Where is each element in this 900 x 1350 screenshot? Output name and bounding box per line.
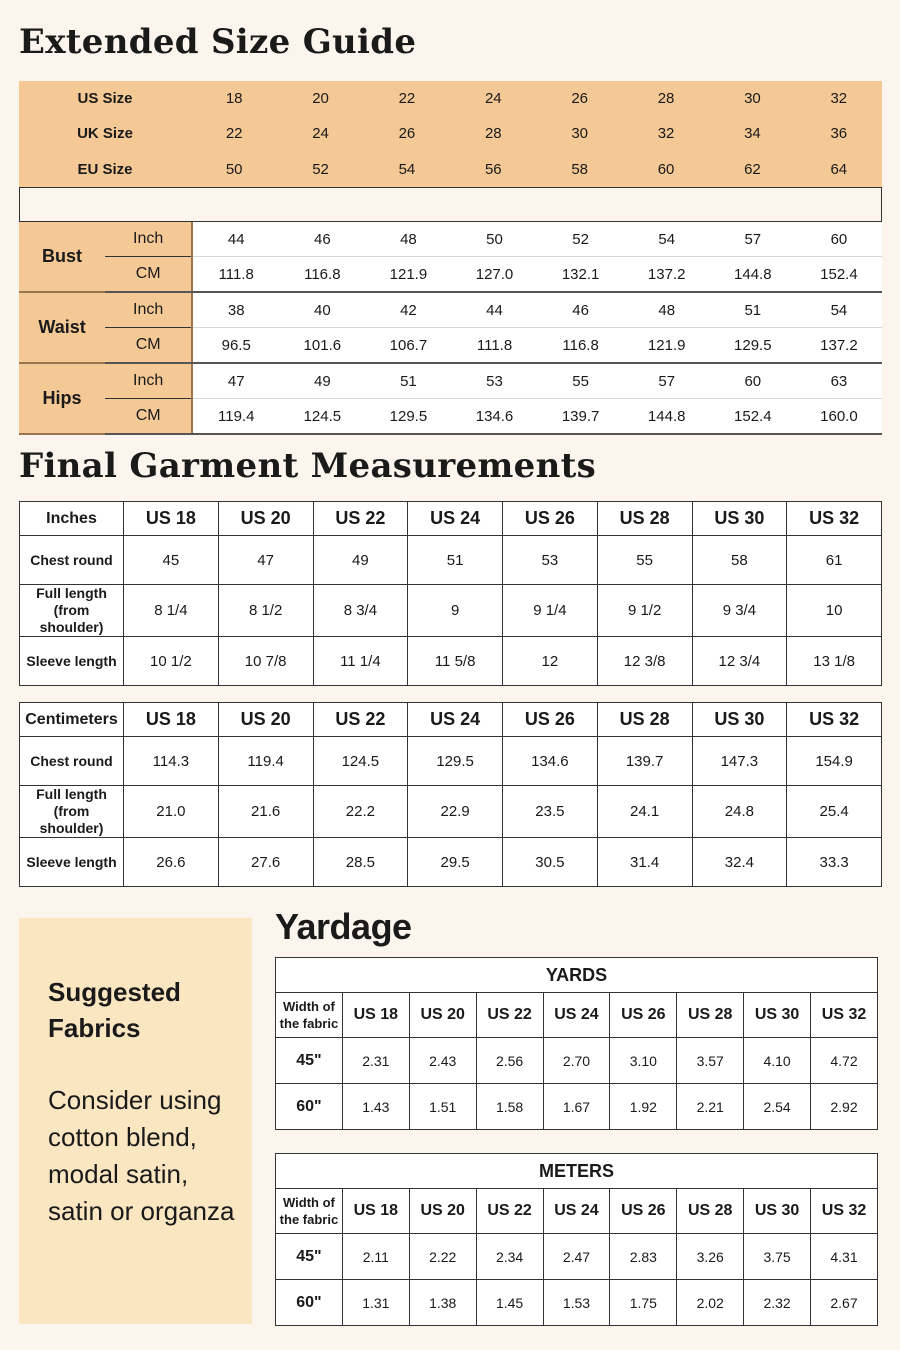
unit-label: Inch [105,292,192,328]
size-header: US 20 [409,993,476,1038]
yardage-value: 2.11 [342,1234,409,1280]
yardage-caption-row [276,1154,878,1189]
size-header: US 30 [744,1189,811,1234]
size-header: US 30 [744,993,811,1038]
size-header: US 28 [597,502,692,536]
size-header: US 26 [610,993,677,1038]
measurement-value: 47 [192,363,279,399]
size-header: US 32 [811,1189,878,1234]
size-value: 26 [571,90,589,108]
size-guide-title: Extended Size Guide [19,22,417,62]
measurement-value: 53 [451,363,537,399]
measurement-value: 49 [279,363,365,399]
measurement-value: 152.4 [796,257,882,293]
size-value: 28 [484,125,502,143]
garment-row [20,637,882,686]
measurement-value: 48 [365,222,451,257]
yardage-value: 2.56 [476,1038,543,1084]
measurement-value: 52 [538,222,624,257]
body-measurements-table [19,222,882,435]
size-row-label: US Size [77,90,133,108]
measurement-value: 119.4 [192,399,279,435]
garment-value: 31.4 [597,838,692,887]
measurement-value: 144.8 [624,399,710,435]
garment-value: 9 [408,585,503,637]
yardage-meters-table [275,1153,878,1326]
yardage-value: 2.54 [744,1084,811,1130]
size-row [19,116,882,151]
yardage-value: 3.26 [677,1234,744,1280]
yardage-header-row [276,993,878,1038]
garment-value: 49 [313,536,408,585]
measurement-value: 46 [279,222,365,257]
size-header: US 28 [677,993,744,1038]
measurement-value: 137.2 [796,328,882,364]
size-value: 34 [744,125,761,143]
yardage-caption: METERS [276,1154,878,1189]
size-header: US 32 [787,703,882,737]
garment-value: 13 1/8 [787,637,882,686]
measurement-value: 121.9 [624,328,710,364]
width-label: Width of the fabric [276,993,343,1038]
size-header: US 24 [408,502,503,536]
measurement-value: 54 [796,292,882,328]
measurement-value: 51 [365,363,451,399]
yardage-value: 1.45 [476,1280,543,1326]
garment-row-label: Chest round [20,536,124,585]
size-guide-spacer [19,187,882,222]
garment-value: 114.3 [124,737,219,786]
measurement-value: 132.1 [538,257,624,293]
measurement-value: 46 [538,292,624,328]
yardage-value: 2.34 [476,1234,543,1280]
size-header: US 30 [692,502,787,536]
unit-label: CM [105,328,192,364]
yardage-row [276,1084,878,1130]
size-header: US 26 [503,703,598,737]
unit-label: CM [105,399,192,435]
size-header: US 22 [476,1189,543,1234]
garment-row-label: Sleeve length [20,838,124,887]
size-value: 24 [312,125,329,143]
measurement-value: 111.8 [192,257,279,293]
garment-header-row [20,703,882,737]
size-header: US 20 [409,1189,476,1234]
yardage-value: 2.70 [543,1038,610,1084]
size-header: US 18 [342,993,409,1038]
size-value: 32 [657,125,675,143]
measurement-row-cm [19,399,882,435]
yardage-value: 1.31 [342,1280,409,1326]
garment-value: 8 1/4 [124,585,219,637]
garment-row-label: Chest round [20,737,124,786]
size-value: 32 [830,90,848,108]
yardage-value: 2.31 [342,1038,409,1084]
yardage-title: Yardage [275,906,412,947]
yardage-value: 2.47 [543,1234,610,1280]
garment-value: 24.8 [692,786,787,838]
measurement-value: 124.5 [279,399,365,435]
garment-row-label: Full length (from shoulder) [20,786,124,838]
size-header: US 22 [313,502,408,536]
size-value: 30 [744,90,761,108]
yardage-value: 4.72 [811,1038,878,1084]
measurement-value: 111.8 [451,328,537,364]
unit-label: Inch [105,363,192,399]
measurement-value: 57 [624,363,710,399]
width-label: Width of the fabric [276,1189,343,1234]
measurement-value: 127.0 [451,257,537,293]
garment-value: 12 3/8 [597,637,692,686]
garment-value: 28.5 [313,838,408,887]
size-header: US 20 [218,703,313,737]
garment-value: 45 [124,536,219,585]
garment-row-label: Sleeve length [20,637,124,686]
yardage-value: 1.67 [543,1084,610,1130]
size-header: US 22 [476,993,543,1038]
yardage-value: 4.10 [744,1038,811,1084]
fabric-width: 45" [276,1234,343,1280]
size-value: 18 [225,90,243,108]
measurement-value: 129.5 [710,328,796,364]
size-header: US 22 [313,703,408,737]
size-value: 30 [571,125,589,143]
size-header: US 18 [124,502,219,536]
size-header: US 20 [218,502,313,536]
measurement-value: 137.2 [624,257,710,293]
size-value: 52 [312,160,329,178]
measurement-value: 63 [796,363,882,399]
measurement-value: 116.8 [538,328,624,364]
measurement-value: 51 [710,292,796,328]
garment-value: 10 [787,585,882,637]
body-part-label: Hips [19,363,105,434]
garment-value: 10 1/2 [124,637,219,686]
garment-value: 12 [503,637,598,686]
measurement-row-inch [19,292,882,328]
yardage-value: 3.75 [744,1234,811,1280]
garment-value: 33.3 [787,838,882,887]
measurement-value: 60 [796,222,882,257]
size-value: 24 [484,90,502,108]
garment-row [20,786,882,838]
yardage-value: 1.75 [610,1280,677,1326]
yardage-value: 1.38 [409,1280,476,1326]
measurement-value: 48 [624,292,710,328]
measurement-value: 55 [538,363,624,399]
yardage-value: 1.51 [409,1084,476,1130]
size-value: 26 [398,125,416,143]
size-value: 58 [571,160,589,178]
size-value: 22 [398,90,416,108]
garment-value: 32.4 [692,838,787,887]
garment-value: 11 1/4 [313,637,408,686]
yardage-caption-row [276,958,878,993]
size-header: US 28 [597,703,692,737]
fabrics-title: Suggested Fabrics [48,977,181,1043]
garment-value: 29.5 [408,838,503,887]
yardage-value: 2.83 [610,1234,677,1280]
garment-value: 119.4 [218,737,313,786]
yardage-yards-table [275,957,878,1130]
size-value: 60 [657,160,675,178]
garment-value: 154.9 [787,737,882,786]
size-conversion-table [19,81,882,187]
garment-value: 30.5 [503,838,598,887]
fabric-width: 60" [276,1084,343,1130]
size-value: 56 [484,160,502,178]
measurement-value: 144.8 [710,257,796,293]
size-header: US 24 [543,993,610,1038]
size-header: US 32 [811,993,878,1038]
yardage-value: 4.31 [811,1234,878,1280]
measurement-value: 42 [365,292,451,328]
garment-value: 25.4 [787,786,882,838]
fabrics-body: Consider using cotton blend, modal satin, satin or organza [48,1085,235,1226]
garment-value: 139.7 [597,737,692,786]
size-value: 20 [312,90,329,108]
measurement-value: 50 [451,222,537,257]
yardage-row [276,1038,878,1084]
garment-value: 124.5 [313,737,408,786]
measurement-value: 54 [624,222,710,257]
measurement-row-cm [19,257,882,293]
size-header: US 24 [543,1189,610,1234]
garment-value: 129.5 [408,737,503,786]
measurement-value: 57 [710,222,796,257]
unit-corner-label: Inches [20,502,124,536]
garment-value: 61 [787,536,882,585]
yardage-value: 2.43 [409,1038,476,1084]
size-value: 28 [657,90,675,108]
yardage-value: 2.21 [677,1084,744,1130]
unit-label: Inch [105,222,192,257]
yardage-value: 2.22 [409,1234,476,1280]
garment-value: 22.2 [313,786,408,838]
yardage-value: 2.32 [744,1280,811,1326]
size-value: 22 [225,125,243,143]
measurement-value: 160.0 [796,399,882,435]
measurement-value: 44 [451,292,537,328]
garment-value: 27.6 [218,838,313,887]
measurement-value: 116.8 [279,257,365,293]
garment-value: 26.6 [124,838,219,887]
measurement-value: 121.9 [365,257,451,293]
measurement-value: 44 [192,222,279,257]
garment-value: 21.6 [218,786,313,838]
size-header: US 18 [124,703,219,737]
yardage-header-row [276,1189,878,1234]
garment-inches-table [19,501,882,686]
yardage-value: 2.67 [811,1280,878,1326]
garment-row [20,536,882,585]
size-header: US 26 [503,502,598,536]
garment-value: 9 3/4 [692,585,787,637]
garment-value: 55 [597,536,692,585]
yardage-caption: YARDS [276,958,878,993]
measurement-row-inch [19,222,882,257]
garment-value: 51 [408,536,503,585]
garment-value: 134.6 [503,737,598,786]
measurement-value: 38 [192,292,279,328]
yardage-value: 3.57 [677,1038,744,1084]
body-part-label: Waist [19,292,105,363]
garment-value: 12 3/4 [692,637,787,686]
garment-value: 147.3 [692,737,787,786]
size-header: US 24 [408,703,503,737]
yardage-value: 1.92 [610,1084,677,1130]
garment-header-row [20,502,882,536]
unit-label: CM [105,257,192,293]
size-value: 54 [398,160,416,178]
measurement-value: 40 [279,292,365,328]
garment-value: 24.1 [597,786,692,838]
yardage-value: 2.02 [677,1280,744,1326]
garment-value: 8 3/4 [313,585,408,637]
size-header: US 32 [787,502,882,536]
garment-value: 11 5/8 [408,637,503,686]
garment-value: 58 [692,536,787,585]
unit-corner-label: Centimeters [20,703,124,737]
size-row-label: EU Size [77,160,133,178]
fabric-width: 45" [276,1038,343,1084]
size-header: US 18 [342,1189,409,1234]
garment-row [20,737,882,786]
measurement-value: 134.6 [451,399,537,435]
size-row [19,152,882,187]
measurement-value: 101.6 [279,328,365,364]
yardage-value: 1.58 [476,1084,543,1130]
measurement-value: 152.4 [710,399,796,435]
measurement-row-inch [19,363,882,399]
yardage-row [276,1280,878,1326]
garment-value: 9 1/2 [597,585,692,637]
size-header: US 26 [610,1189,677,1234]
garment-value: 47 [218,536,313,585]
garment-value: 8 1/2 [218,585,313,637]
garment-row [20,585,882,637]
garment-value: 9 1/4 [503,585,598,637]
garment-value: 22.9 [408,786,503,838]
garment-title: Final Garment Measurements [19,446,597,486]
yardage-value: 3.10 [610,1038,677,1084]
size-header: US 28 [677,1189,744,1234]
body-part-label: Bust [19,222,105,292]
yardage-row [276,1234,878,1280]
garment-centimeters-table [19,702,882,887]
size-value: 62 [744,160,761,178]
garment-value: 53 [503,536,598,585]
size-value: 64 [830,160,848,178]
suggested-fabrics-panel [19,918,252,1324]
garment-value: 21.0 [124,786,219,838]
measurement-value: 106.7 [365,328,451,364]
garment-row [20,838,882,887]
size-row [19,81,882,116]
size-value: 50 [225,160,243,178]
measurement-value: 139.7 [538,399,624,435]
garment-value: 10 7/8 [218,637,313,686]
garment-value: 23.5 [503,786,598,838]
size-value: 36 [830,125,848,143]
measurement-row-cm [19,328,882,364]
yardage-value: 1.43 [342,1084,409,1130]
measurement-value: 96.5 [192,328,279,364]
size-row-label: UK Size [77,125,133,143]
yardage-value: 2.92 [811,1084,878,1130]
garment-row-label: Full length (from shoulder) [20,585,124,637]
yardage-value: 1.53 [543,1280,610,1326]
measurement-value: 60 [710,363,796,399]
size-header: US 30 [692,703,787,737]
fabric-width: 60" [276,1280,343,1326]
measurement-value: 129.5 [365,399,451,435]
